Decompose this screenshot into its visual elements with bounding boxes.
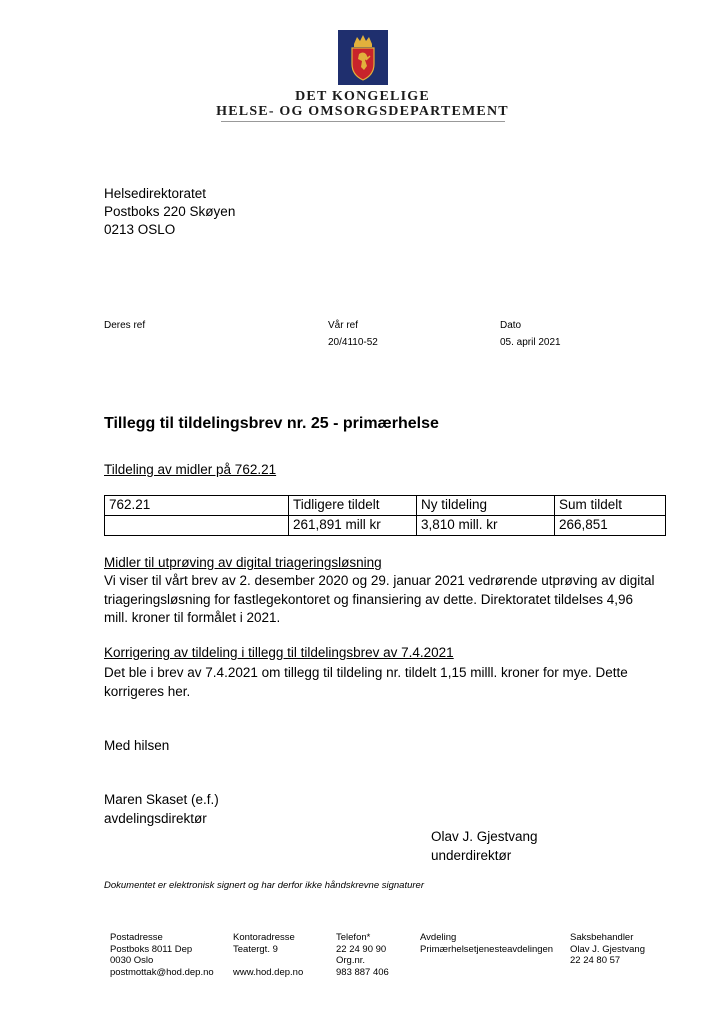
table-header-cell: Tidligere tildelt xyxy=(289,496,417,516)
footer-line: 22 24 80 57 xyxy=(570,955,621,966)
footer-kontoradresse xyxy=(233,932,303,978)
footer-postadresse xyxy=(110,932,214,978)
department-name-line2: HELSE- OG OMSORGSDEPARTEMENT xyxy=(216,104,509,119)
paragraph-line: triageringsløsning for fastlegekontoret og finansiering av dette. Direktoratet tildelses 4,96 xyxy=(104,591,634,607)
footer-line: 22 24 90 90 xyxy=(336,943,387,955)
allocation-table xyxy=(104,495,666,536)
footer-line: Olav J. Gjestvang xyxy=(570,943,645,955)
footer-line: 0030 Oslo xyxy=(110,955,154,966)
footer-label: Telefon* xyxy=(336,932,371,943)
footer-line: 983 887 406 xyxy=(336,966,389,978)
footer-telefon xyxy=(336,932,389,978)
section-korrigering-body xyxy=(104,664,664,701)
footer-line xyxy=(233,955,303,967)
section-heading-korrigering: Korrigering av tildeling i tillegg til tildelingsbrev av 7.4.2021 xyxy=(104,645,454,660)
dato-label: Dato xyxy=(500,320,522,331)
paragraph-line: Vi viser til vårt brev av 2. desember 2020 og 29. januar 2021 vedrørende utprøving av digital xyxy=(104,573,655,588)
signer-title: avdelingsdirektør xyxy=(104,810,207,826)
section-triagering-body xyxy=(104,572,664,628)
footer-label: Avdeling xyxy=(420,932,457,943)
section-heading-tildeling: Tildeling av midler på 762.21 xyxy=(104,462,277,477)
footer-line: Teatergt. 9 xyxy=(233,943,278,955)
dato-value: 05. april 2021 xyxy=(500,337,561,348)
footer-label: Postadresse xyxy=(110,932,163,943)
var-ref-label: Vår ref xyxy=(328,320,359,331)
department-name-line1: DET KONGELIGE xyxy=(295,89,430,104)
letter-title: Tillegg til tildelingsbrev nr. 25 - primærhelse xyxy=(104,415,439,432)
signer-name: Maren Skaset (e.f.) xyxy=(104,792,219,807)
table-header-cell: Ny tildeling xyxy=(417,496,555,516)
letterhead-logo xyxy=(0,30,725,90)
recipient-street: Postboks 220 Skøyen xyxy=(104,204,236,219)
table-header-cell: 762.21 xyxy=(105,496,289,516)
footer-line: Primærhelsetjenesteavdelingen xyxy=(420,943,554,955)
recipient-name: Helsedirektoratet xyxy=(104,186,207,201)
norwegian-coat-of-arms-icon xyxy=(338,30,388,85)
footer-label: Saksbehandler xyxy=(570,932,634,943)
letterhead-divider xyxy=(221,121,505,122)
footer-label: Kontoradresse xyxy=(233,932,295,943)
table-header-row xyxy=(105,496,666,516)
footer-saksbehandler xyxy=(570,932,645,967)
table-cell: 266,851 xyxy=(555,516,666,536)
footer-email-link[interactable]: postmottak@hod.dep.no xyxy=(110,966,214,978)
signer-name: Olav J. Gjestvang xyxy=(431,829,538,844)
footer-line: Postboks 8011 Dep xyxy=(110,943,193,955)
footer-line: Org.nr. xyxy=(336,955,366,966)
closing-greeting: Med hilsen xyxy=(104,738,170,753)
table-cell: 3,810 mill. kr xyxy=(417,516,555,536)
footer-avdeling xyxy=(420,932,553,955)
signer-title: underdirektør xyxy=(431,847,512,863)
recipient-city: 0213 OSLO xyxy=(104,222,176,237)
deres-ref-label: Deres ref xyxy=(104,320,146,331)
signer-primary xyxy=(104,791,219,828)
table-cell: 261,891 mill kr xyxy=(289,516,417,536)
var-ref-value: 20/4110-52 xyxy=(328,337,378,348)
paragraph-line: mill. kroner til formålet i 2021. xyxy=(104,610,281,625)
section-heading-triagering: Midler til utprøving av digital triageringsløsning xyxy=(104,555,382,570)
table-row xyxy=(105,516,666,536)
signer-secondary xyxy=(431,828,538,865)
signature-footnote: Dokumentet er elektronisk signert og har derfor ikke håndskrevne signaturer xyxy=(104,880,424,891)
table-cell xyxy=(105,516,289,536)
footer-website-link[interactable]: www.hod.dep.no xyxy=(233,966,304,978)
paragraph-line: Det ble i brev av 7.4.2021 om tillegg til tildeling nr. tildelt 1,15 milll. kroner for mye. Dette xyxy=(104,665,628,680)
paragraph-line: korrigeres her. xyxy=(104,683,191,699)
recipient-address xyxy=(104,185,235,239)
table-header-cell: Sum tildelt xyxy=(555,496,666,516)
